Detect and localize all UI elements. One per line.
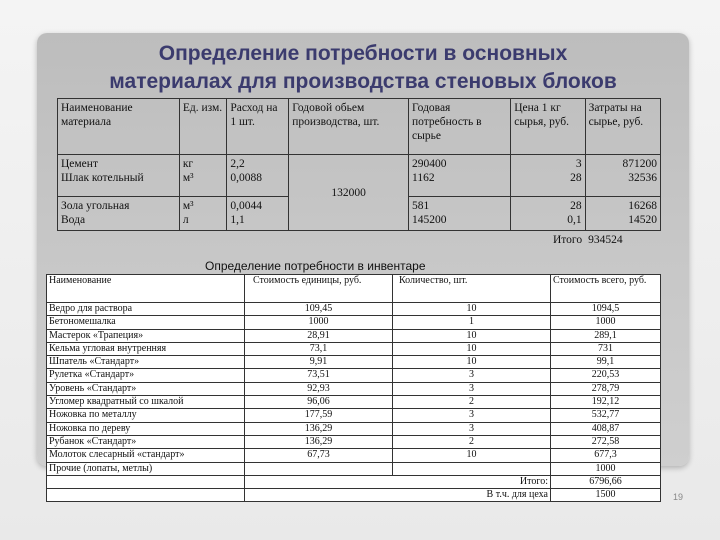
annual-volume: 132000 <box>331 186 366 199</box>
item-price <box>245 462 393 475</box>
item-total: 99,1 <box>551 356 661 369</box>
header-cell: Наименование <box>47 275 245 303</box>
material-cost: 32536 <box>628 172 657 184</box>
material-prices <box>511 155 585 197</box>
item-price: 9,91 <box>245 356 393 369</box>
header-cell: Ед. изм. <box>179 99 226 155</box>
item-total: 192,12 <box>551 396 661 409</box>
item-total: 731 <box>551 342 661 355</box>
item-qty: 10 <box>393 303 551 316</box>
material-needs <box>409 155 511 197</box>
item-price: 73,1 <box>245 342 393 355</box>
table-row <box>47 369 661 382</box>
item-price: 136,29 <box>245 422 393 435</box>
material-need: 581 <box>412 200 430 212</box>
slide-title <box>37 40 689 96</box>
item-qty: 10 <box>393 342 551 355</box>
item-price: 96,06 <box>245 396 393 409</box>
item-total: 532,77 <box>551 409 661 422</box>
item-price: 73,51 <box>245 369 393 382</box>
material-unit: м³ <box>182 172 194 184</box>
item-name: Рулетка «Стандарт» <box>47 369 245 382</box>
empty-cell <box>47 475 245 488</box>
item-name: Ножовка по дереву <box>47 422 245 435</box>
inventory-including-label: В т.ч. для цеха <box>245 489 551 502</box>
material-name: Цемент <box>61 158 98 170</box>
material-need: 1162 <box>412 172 435 184</box>
table-row <box>47 316 661 329</box>
item-qty: 2 <box>393 435 551 448</box>
annual-volume-cell <box>289 155 409 231</box>
materials-table <box>57 98 661 249</box>
title-line-2: материалах для производства стеновых блоков <box>109 70 617 93</box>
item-name: Ножовка по металлу <box>47 409 245 422</box>
item-total: 1094,5 <box>551 303 661 316</box>
item-price: 28,91 <box>245 329 393 342</box>
material-rates <box>227 155 289 197</box>
table-row <box>47 462 661 475</box>
material-unit: л <box>182 214 189 226</box>
material-name: Шлак котельный <box>61 172 144 184</box>
table-row <box>47 356 661 369</box>
materials-total-value: 934524 <box>588 234 623 246</box>
material-needs <box>409 197 511 231</box>
item-qty: 2 <box>393 396 551 409</box>
header-cell: Стоимость всего, руб. <box>551 275 661 303</box>
item-total: 289,1 <box>551 329 661 342</box>
material-need: 145200 <box>412 214 447 226</box>
table-row <box>47 435 661 448</box>
item-total: 408,87 <box>551 422 661 435</box>
header-cell: Расход на 1 шт. <box>227 99 289 155</box>
material-names <box>58 155 180 197</box>
item-total: 272,58 <box>551 435 661 448</box>
item-total: 1000 <box>551 316 661 329</box>
item-name: Молоток слесарный «стандарт» <box>47 449 245 462</box>
material-rate: 0,0088 <box>230 172 262 184</box>
item-total: 1000 <box>551 462 661 475</box>
material-price: 0,1 <box>567 214 582 226</box>
material-cost: 16268 <box>628 200 657 212</box>
item-qty: 3 <box>393 369 551 382</box>
item-total: 677,3 <box>551 449 661 462</box>
item-qty: 10 <box>393 449 551 462</box>
table-row <box>47 422 661 435</box>
material-unit: м³ <box>182 200 194 212</box>
material-rate: 0,0044 <box>230 200 262 212</box>
header-cell: Годовой обьем производства, шт. <box>289 99 409 155</box>
header-cell: Затраты на сырье, руб. <box>585 99 660 155</box>
item-price: 1000 <box>245 316 393 329</box>
material-rate: 2,2 <box>230 158 245 170</box>
material-price: 3 <box>575 158 582 170</box>
item-price: 109,45 <box>245 303 393 316</box>
table-row <box>47 409 661 422</box>
item-name: Ведро для раствора <box>47 303 245 316</box>
item-name: Прочие (лопаты, метлы) <box>47 462 245 475</box>
table-row <box>47 449 661 462</box>
item-qty: 10 <box>393 356 551 369</box>
item-name: Шпатель «Стандарт» <box>47 356 245 369</box>
item-name: Бетономешалка <box>47 316 245 329</box>
material-units <box>179 197 226 231</box>
inventory-subtitle: Определение потребности в инвентаре <box>205 259 426 273</box>
materials-total-row <box>58 231 661 250</box>
table-row <box>47 303 661 316</box>
title-line-1: Определение потребности в основных <box>158 42 568 65</box>
item-name: Уровень «Стандарт» <box>47 382 245 395</box>
material-rate: 1,1 <box>230 214 245 226</box>
inventory-including-value: 1500 <box>551 489 661 502</box>
material-unit: кг <box>182 158 194 170</box>
material-name: Зола угольная <box>61 200 130 212</box>
material-name: Вода <box>61 214 86 226</box>
empty-cell <box>47 489 245 502</box>
item-total: 278,79 <box>551 382 661 395</box>
header-cell: Стоимость единицы, руб. <box>245 275 393 303</box>
item-qty <box>393 462 551 475</box>
item-qty: 3 <box>393 422 551 435</box>
item-price: 67,73 <box>245 449 393 462</box>
material-need: 290400 <box>412 158 447 170</box>
item-qty: 10 <box>393 329 551 342</box>
inventory-total-row <box>47 475 661 488</box>
materials-row-group-1 <box>58 155 661 197</box>
materials-header-row <box>58 99 661 155</box>
inventory-total-value: 6796,66 <box>551 475 661 488</box>
item-name: Кельма угловая внутренняя <box>47 342 245 355</box>
table-row <box>47 382 661 395</box>
inventory-total-label: Итого: <box>245 475 551 488</box>
table-row <box>47 396 661 409</box>
inventory-including-row <box>47 489 661 502</box>
item-name: Мастерок «Трапеция» <box>47 329 245 342</box>
header-cell: Количество, шт. <box>393 275 551 303</box>
material-costs <box>585 197 660 231</box>
item-total: 220,53 <box>551 369 661 382</box>
header-cell: Годовая потребность в сырье <box>409 99 511 155</box>
item-qty: 3 <box>393 409 551 422</box>
material-cost: 14520 <box>628 214 657 226</box>
item-name: Угломер квадратный со шкалой <box>47 396 245 409</box>
table-row <box>47 329 661 342</box>
inventory-header-row <box>47 275 661 303</box>
material-rates <box>227 197 289 231</box>
material-costs <box>585 155 660 197</box>
material-prices <box>511 197 585 231</box>
material-names <box>58 197 180 231</box>
item-price: 92,93 <box>245 382 393 395</box>
item-qty: 1 <box>393 316 551 329</box>
material-cost: 871200 <box>622 158 657 170</box>
header-cell: Цена 1 кг сырья, руб. <box>511 99 585 155</box>
inventory-table <box>46 274 661 502</box>
item-qty: 3 <box>393 382 551 395</box>
table-row <box>47 342 661 355</box>
material-price: 28 <box>570 172 582 184</box>
header-cell: Наименование материала <box>58 99 180 155</box>
materials-total-label: Итого <box>552 234 583 246</box>
item-name: Рубанок «Стандарт» <box>47 435 245 448</box>
material-units <box>179 155 226 197</box>
material-price: 28 <box>570 200 582 212</box>
item-price: 136,29 <box>245 435 393 448</box>
page-number: 19 <box>673 492 684 502</box>
item-price: 177,59 <box>245 409 393 422</box>
